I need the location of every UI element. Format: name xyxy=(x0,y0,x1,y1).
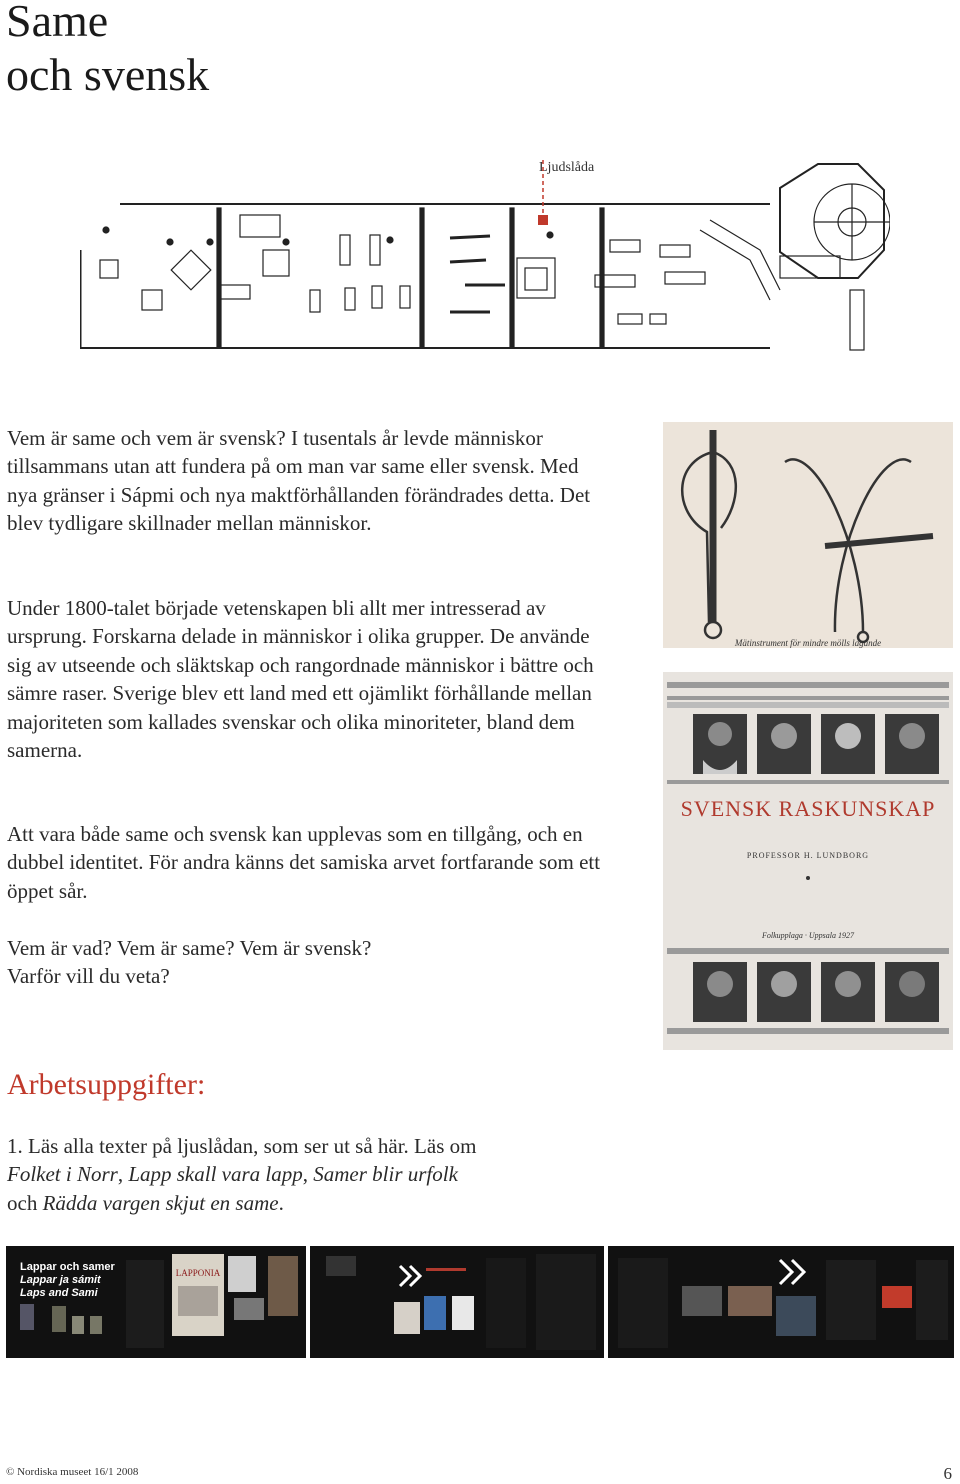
intro-paragraph-4: Vem är vad? Vem är same? Vem är svensk? Varför vill du veta? xyxy=(7,936,372,989)
title-line-1: Same xyxy=(6,0,109,46)
lightbox-panel-image xyxy=(6,1246,954,1358)
ljudlada-label: Ljudslåda xyxy=(539,160,595,175)
raskunskap-edition: Folkupplaga · Uppsala 1927 xyxy=(762,931,854,940)
raskunskap-title: SVENSK RASKUNSKAP xyxy=(680,796,936,821)
raskunskap-cover-image xyxy=(663,672,953,1050)
intro-paragraph-1: Vem är same och vem är svensk? I tusentals år levde människor tillsammans utan att fundera på om man var same eller svensk. Med nya gränser i Sápmi och nya maktförhållanden förändrades detta. Det blev tydligare skillnader mellan människor. xyxy=(7,426,591,536)
calipers-caption: Mätinstrument för mindre mölls lagande xyxy=(734,638,882,648)
floor-plan xyxy=(80,160,890,360)
page-number: 6 xyxy=(943,1464,952,1483)
title-line-2: och svensk xyxy=(6,49,210,100)
calipers-image xyxy=(663,422,953,648)
tasks-heading: Arbetsuppgifter: xyxy=(7,1068,206,1101)
page-title xyxy=(6,0,209,102)
intro-paragraph-2: Under 1800-talet började vetenskapen bli allt mer intresserad av ursprung. Forskarna delade in människor i olika grupper. De använde sig av utseende och släktskap och rangordnade människor i bättre och sämre raser. Sverige blev ett land med ett ojämlikt förhållande mellan majoriteten som kallades svenskar och olika minoriteter, bland dem samerna. xyxy=(7,596,594,763)
intro-paragraph-3: Att vara både same och svensk kan upplevas som en tillgång, och en dubbel identitet. För andra känns det samiska arvet fortfarande som ett öppet sår. xyxy=(7,822,601,903)
panel-book-title: LAPPONIA xyxy=(175,1268,221,1278)
panel-heading-se: Lappar ja sámit xyxy=(20,1274,101,1286)
footer-copyright: © Nordiska museet 16/1 2008 xyxy=(6,1466,139,1478)
task-1: 1. Läs alla texter på ljuslådan, som ser ut så här. Läs om Folket i Norr, Lapp skall vara lapp, Samer blir urfolk och Rädda vargen skjut en same. xyxy=(7,1134,477,1215)
panel-heading-sv: Lappar och samer xyxy=(20,1261,115,1273)
raskunskap-author: PROFESSOR H. LUNDBORG xyxy=(746,851,870,860)
panel-heading-en: Laps and Sami xyxy=(20,1287,98,1299)
